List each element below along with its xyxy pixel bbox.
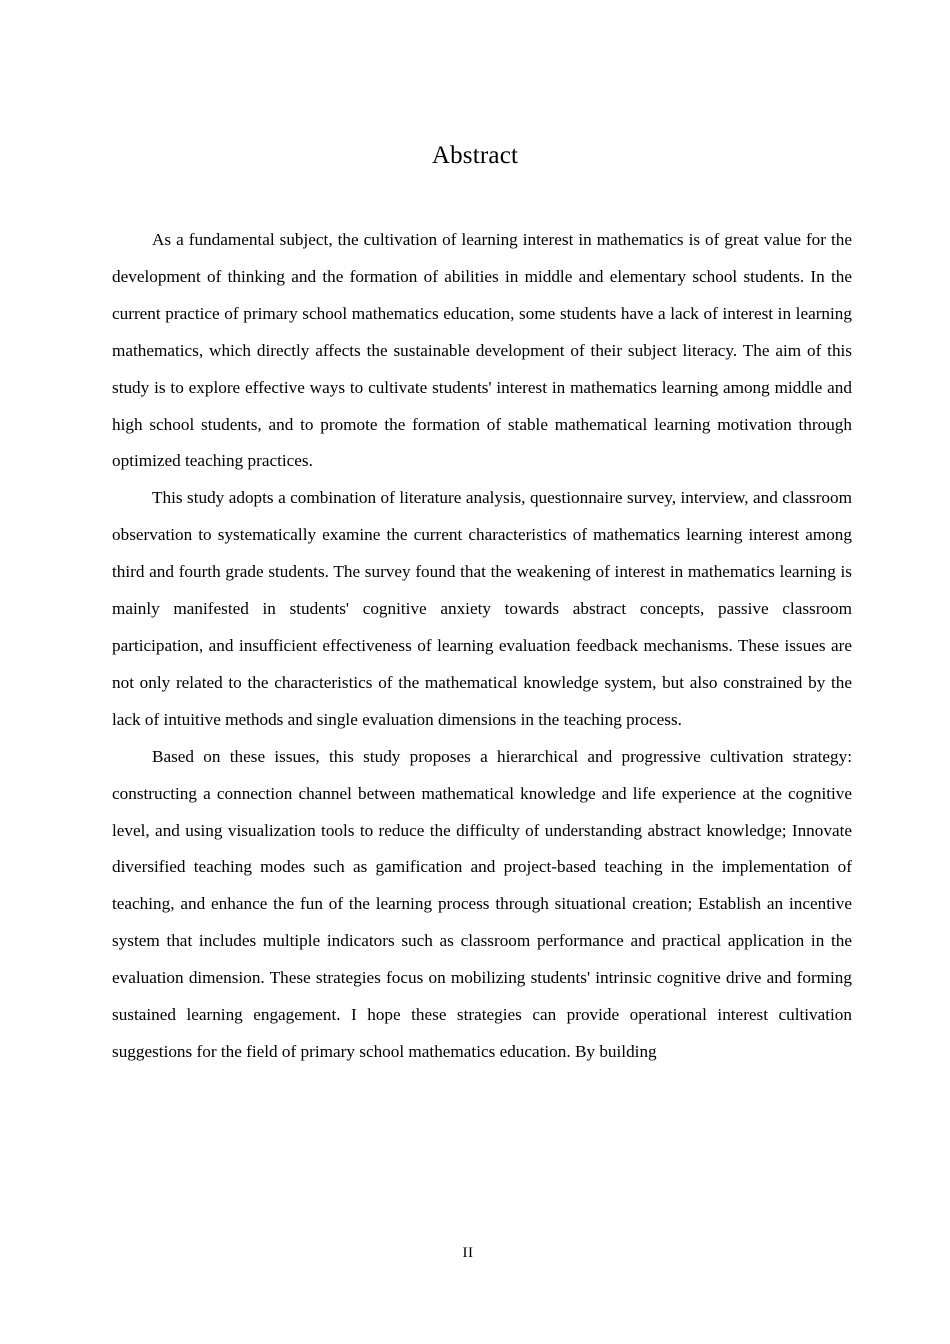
abstract-body (112, 222, 852, 1071)
abstract-paragraph: This study adopts a combination of literature analysis, questionnaire survey, interview, and classroom observation to systematically examine the current characteristics of mathematics learning interest among third and fourth grade students. The survey found that the weakening of interest in mathematics learning is mainly manifested in students' cognitive anxiety towards abstract concepts, passive classroom participation, and insufficient effectiveness of learning evaluation feedback mechanisms. These issues are not only related to the characteristics of the mathematical knowledge system, but also constrained by the lack of intuitive methods and single evaluation dimensions in the teaching process. (112, 488, 852, 729)
abstract-paragraph: Based on these issues, this study proposes a hierarchical and progressive cultivation strategy: constructing a connection channel between mathematical knowledge and life experience at the cognitive level, and using visualization tools to reduce the difficulty of understanding abstract knowledge; Innovate diversified teaching modes such as gamification and project-based teaching in the implementation of teaching, and enhance the fun of the learning process through situational creation; Establish an incentive system that includes multiple indicators such as classroom performance and practical application in the evaluation dimension. These strategies focus on mobilizing students' intrinsic cognitive drive and forming sustained learning engagement. I hope these strategies can provide operational interest cultivation suggestions for the field of primary school mathematics education. By building (112, 746, 852, 1061)
page-number-footer: II (462, 1245, 474, 1261)
abstract-paragraph: As a fundamental subject, the cultivation of learning interest in mathematics is of great value for the development of thinking and the formation of abilities in middle and elementary school students. In the current practice of primary school mathematics education, some students have a lack of interest in learning mathematics, which directly affects the sustainable development of their subject literacy. The aim of this study is to explore effective ways to cultivate students' interest in mathematics learning among middle and high school students, and to promote the formation of stable mathematical learning motivation through optimized teaching practices. (112, 230, 852, 471)
page-title: Abstract (431, 141, 519, 169)
